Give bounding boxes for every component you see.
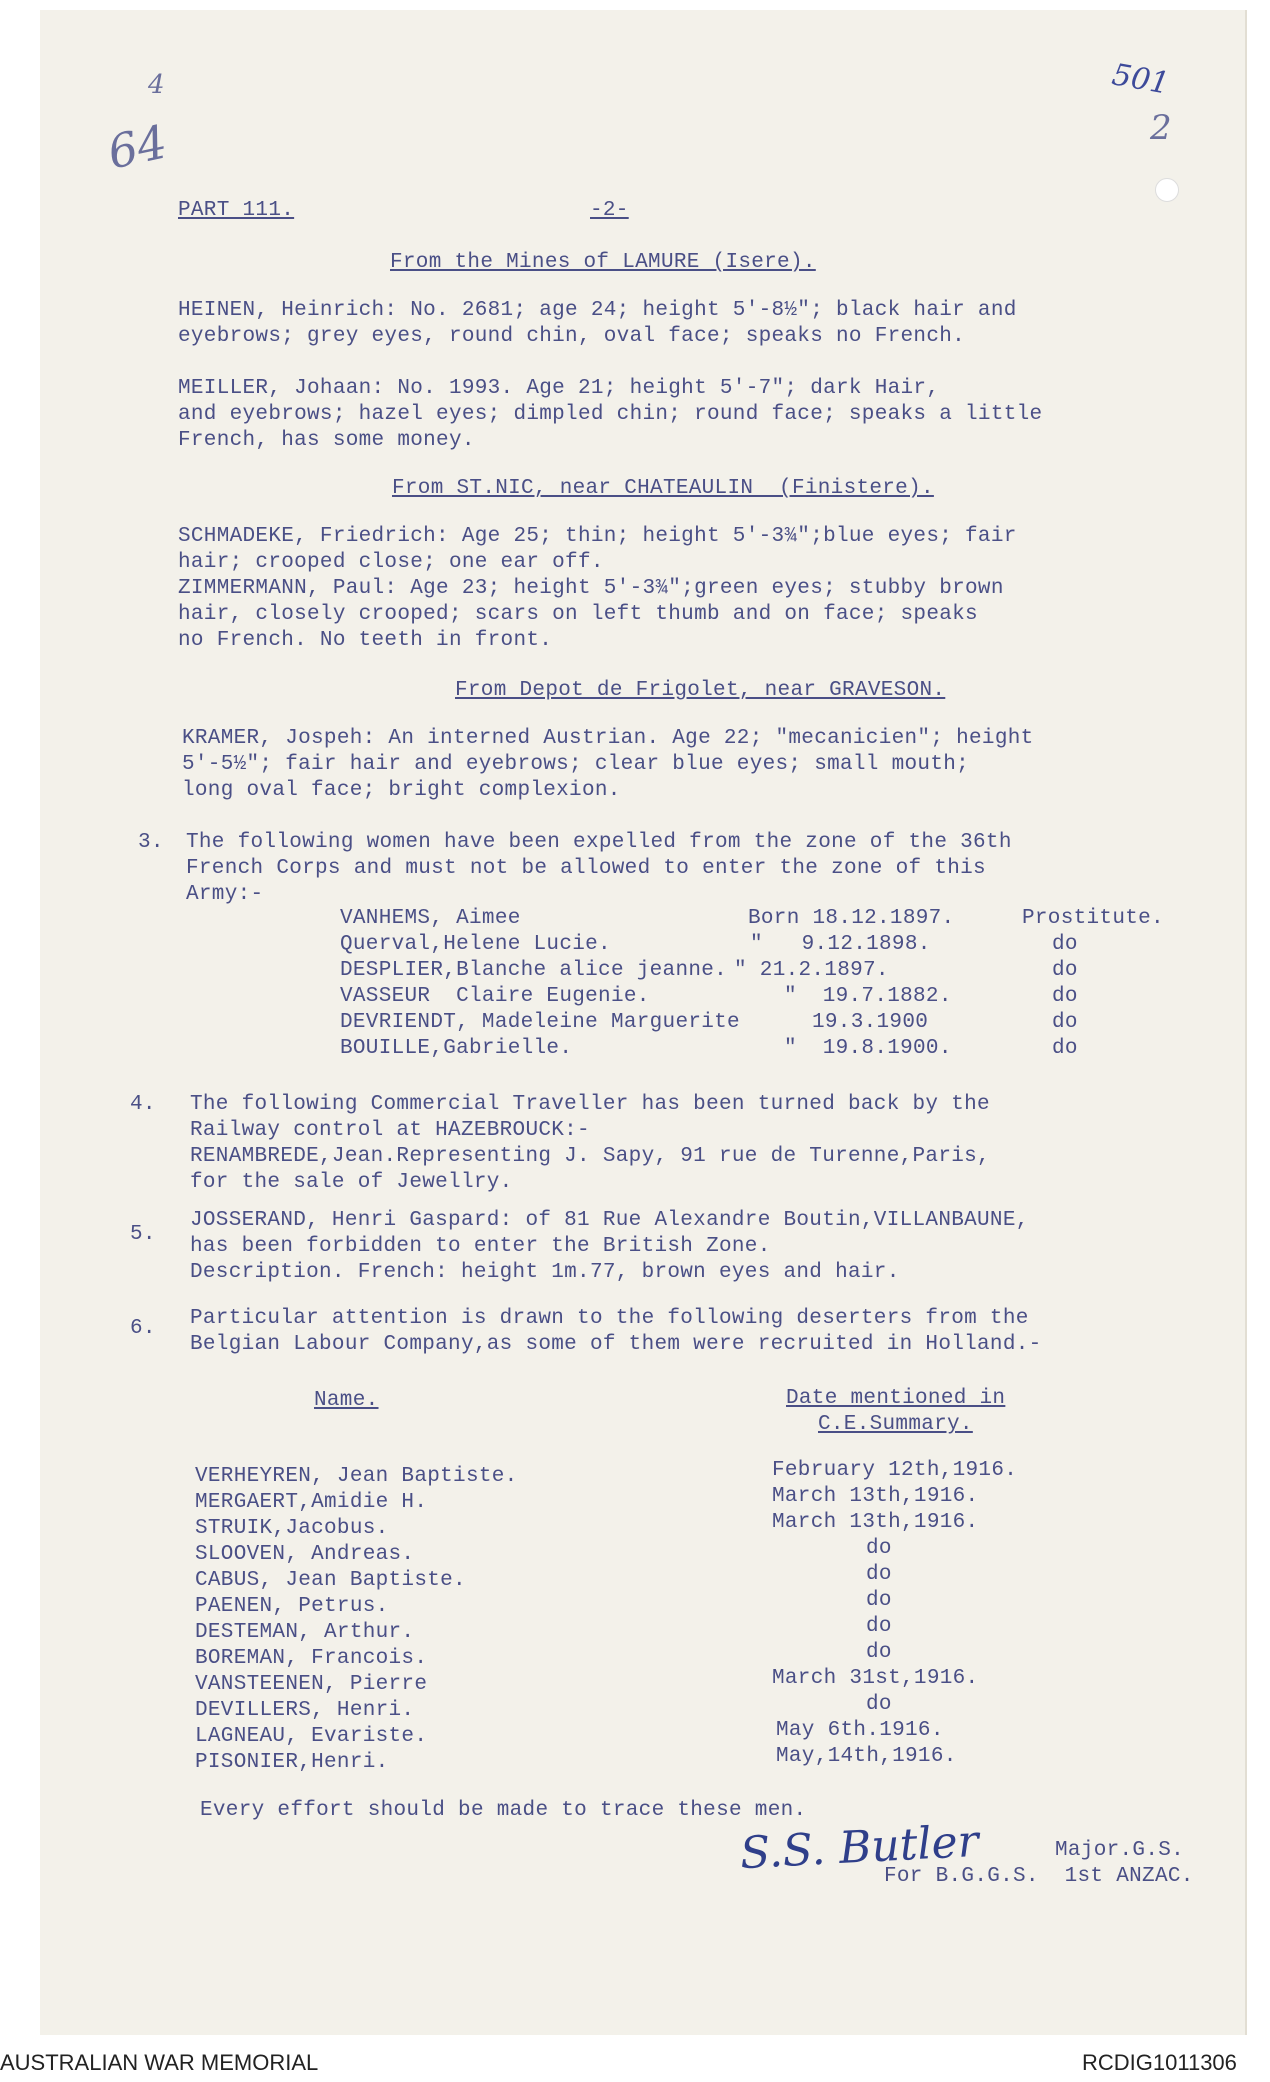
entry-line: eyebrows; grey eyes, round chin, oval face; speaks no French. — [178, 325, 966, 348]
woman-status: do — [1052, 1037, 1078, 1060]
handwritten-mark: 4 — [148, 70, 165, 100]
deserter-name: STRUIK,Jacobus. — [195, 1517, 389, 1540]
page-number: -2- — [590, 199, 629, 222]
column-header-date: C.E.Summary. — [818, 1413, 973, 1436]
item-text-line: The following Commercial Traveller has been turned back by the — [190, 1093, 990, 1116]
item-number: 4. — [130, 1093, 156, 1116]
entry-line: hair, closely crooped; scars on left thumb and on face; speaks — [178, 603, 978, 626]
deserter-date: March 13th,1916. — [772, 1485, 979, 1508]
woman-name: DESPLIER,Blanche alice jeanne. — [340, 959, 728, 982]
woman-name: VANHEMS, Aimee — [340, 907, 521, 930]
deserter-date: do — [866, 1563, 892, 1586]
entry-line: French, has some money. — [178, 429, 475, 452]
item-text-line: JOSSERAND, Henri Gaspard: of 81 Rue Alexandre Boutin,VILLANBAUNE, — [190, 1209, 1029, 1232]
item-text-line: Particular attention is drawn to the following deserters from the — [190, 1307, 1029, 1330]
entry-line: MEILLER, Johaan: No. 1993. Age 21; height 5'-7"; dark Hair, — [178, 377, 940, 400]
woman-name: VASSEUR Claire Eugenie. — [340, 985, 650, 1008]
deserter-name: BOREMAN, Francois. — [195, 1647, 428, 1670]
deserter-name: LAGNEAU, Evariste. — [195, 1725, 428, 1748]
woman-status: Prostitute. — [1022, 907, 1164, 930]
signature: S.S. Butler — [738, 1815, 980, 1880]
deserter-date: do — [866, 1615, 892, 1638]
section-heading-stnic: From ST.NIC, near CHATEAULIN (Finistere). — [392, 477, 934, 500]
deserter-name: MERGAERT,Amidie H. — [195, 1491, 428, 1514]
item-text-line: French Corps and must not be allowed to enter the zone of this — [186, 857, 986, 880]
deserter-date: do — [866, 1537, 892, 1560]
part-heading: PART 111. — [178, 199, 295, 222]
entry-line: and eyebrows; hazel eyes; dimpled chin; round face; speaks a little — [178, 403, 1043, 426]
archive-credit: AUSTRALIAN WAR MEMORIAL — [0, 2050, 319, 2075]
deserter-date: February 12th,1916. — [772, 1459, 1018, 1482]
woman-name: BOUILLE,Gabrielle. — [340, 1037, 573, 1060]
handwritten-mark: 2 — [1150, 108, 1172, 148]
deserter-date: May,14th,1916. — [776, 1745, 957, 1768]
woman-name: Querval,Helene Lucie. — [340, 933, 611, 956]
entry-line: no French. No teeth in front. — [178, 629, 553, 652]
deserter-name: DESTEMAN, Arthur. — [195, 1621, 415, 1644]
deserter-name: SLOOVEN, Andreas. — [195, 1543, 415, 1566]
deserter-date: March 13th,1916. — [772, 1511, 979, 1534]
deserter-date: March 31st,1916. — [772, 1667, 979, 1690]
deserter-name: DEVILLERS, Henri. — [195, 1699, 415, 1722]
handwritten-folio: 64 — [103, 114, 172, 180]
woman-born: Born 18.12.1897. — [748, 907, 955, 930]
woman-status: do — [1052, 1011, 1078, 1034]
entry-line: HEINEN, Heinrich: No. 2681; age 24; height 5'-8½"; black hair and — [178, 299, 1017, 322]
entry-line: long oval face; bright complexion. — [182, 779, 621, 802]
woman-born: " 9.12.1898. — [750, 933, 931, 956]
deserter-name: PAENEN, Petrus. — [195, 1595, 389, 1618]
item-text-line: The following women have been expelled from the zone of the 36th — [186, 831, 1012, 854]
item-text-line: for the sale of Jewellry. — [190, 1171, 513, 1194]
deserter-date: do — [866, 1641, 892, 1664]
woman-born: 19.3.1900 — [812, 1011, 929, 1034]
woman-name: DEVRIENDT, Madeleine Marguerite — [340, 1011, 740, 1034]
item-text-line: Army:- — [186, 883, 264, 906]
punch-hole — [1155, 178, 1179, 202]
item-text-line: Railway control at HAZEBROUCK:- — [190, 1119, 590, 1142]
woman-status: do — [1052, 959, 1078, 982]
woman-born: " 21.2.1897. — [734, 959, 889, 982]
signatory-for: For B.G.G.S. 1st ANZAC. — [884, 1865, 1194, 1888]
deserter-name: CABUS, Jean Baptiste. — [195, 1569, 466, 1592]
closing-instruction: Every effort should be made to trace these men. — [200, 1799, 807, 1822]
section-heading-lamure: From the Mines of LAMURE (Isere). — [390, 251, 816, 274]
section-heading-frigolet: From Depot de Frigolet, near GRAVESON. — [455, 679, 946, 702]
entry-line: KRAMER, Jospeh: An interned Austrian. Age 22; "mecanicien"; height — [182, 727, 1034, 750]
archive-reference: RCDIG1011306 — [1082, 2050, 1237, 2075]
entry-line: SCHMADEKE, Friedrich: Age 25; thin; height 5'-3¾";blue eyes; fair — [178, 525, 1017, 548]
column-header-date: Date mentioned in — [786, 1387, 1006, 1410]
woman-born: " 19.7.1882. — [784, 985, 952, 1008]
deserter-date: do — [866, 1589, 892, 1612]
woman-status: do — [1052, 933, 1078, 956]
item-number: 6. — [130, 1317, 156, 1340]
deserter-name: VANSTEENEN, Pierre — [195, 1673, 428, 1696]
signatory-title: Major.G.S. — [1055, 1839, 1185, 1862]
item-text-line: RENAMBREDE,Jean.Representing J. Sapy, 91 rue de Turenne,Paris, — [190, 1145, 990, 1168]
entry-line: 5'-5½"; fair hair and eyebrows; clear blue eyes; small mouth; — [182, 753, 970, 776]
item-text-line: Belgian Labour Company,as some of them were recruited in Holland.- — [190, 1333, 1042, 1356]
item-text-line: Description. French: height 1m.77, brown eyes and hair. — [190, 1261, 900, 1284]
deserter-date: May 6th.1916. — [776, 1719, 944, 1742]
item-number: 3. — [138, 831, 164, 854]
folio-number: 501 — [1109, 57, 1172, 102]
column-header-name: Name. — [314, 1389, 379, 1412]
item-number: 5. — [130, 1223, 156, 1246]
deserter-date: do — [866, 1693, 892, 1716]
deserter-name: VERHEYREN, Jean Baptiste. — [195, 1465, 518, 1488]
woman-status: do — [1052, 985, 1078, 1008]
entry-line: hair; crooped close; one ear off. — [178, 551, 604, 574]
entry-line: ZIMMERMANN, Paul: Age 23; height 5'-3¾";green eyes; stubby brown — [178, 577, 1004, 600]
deserter-name: PISONIER,Henri. — [195, 1751, 389, 1774]
item-text-line: has been forbidden to enter the British Zone. — [190, 1235, 771, 1258]
woman-born: " 19.8.1900. — [784, 1037, 952, 1060]
